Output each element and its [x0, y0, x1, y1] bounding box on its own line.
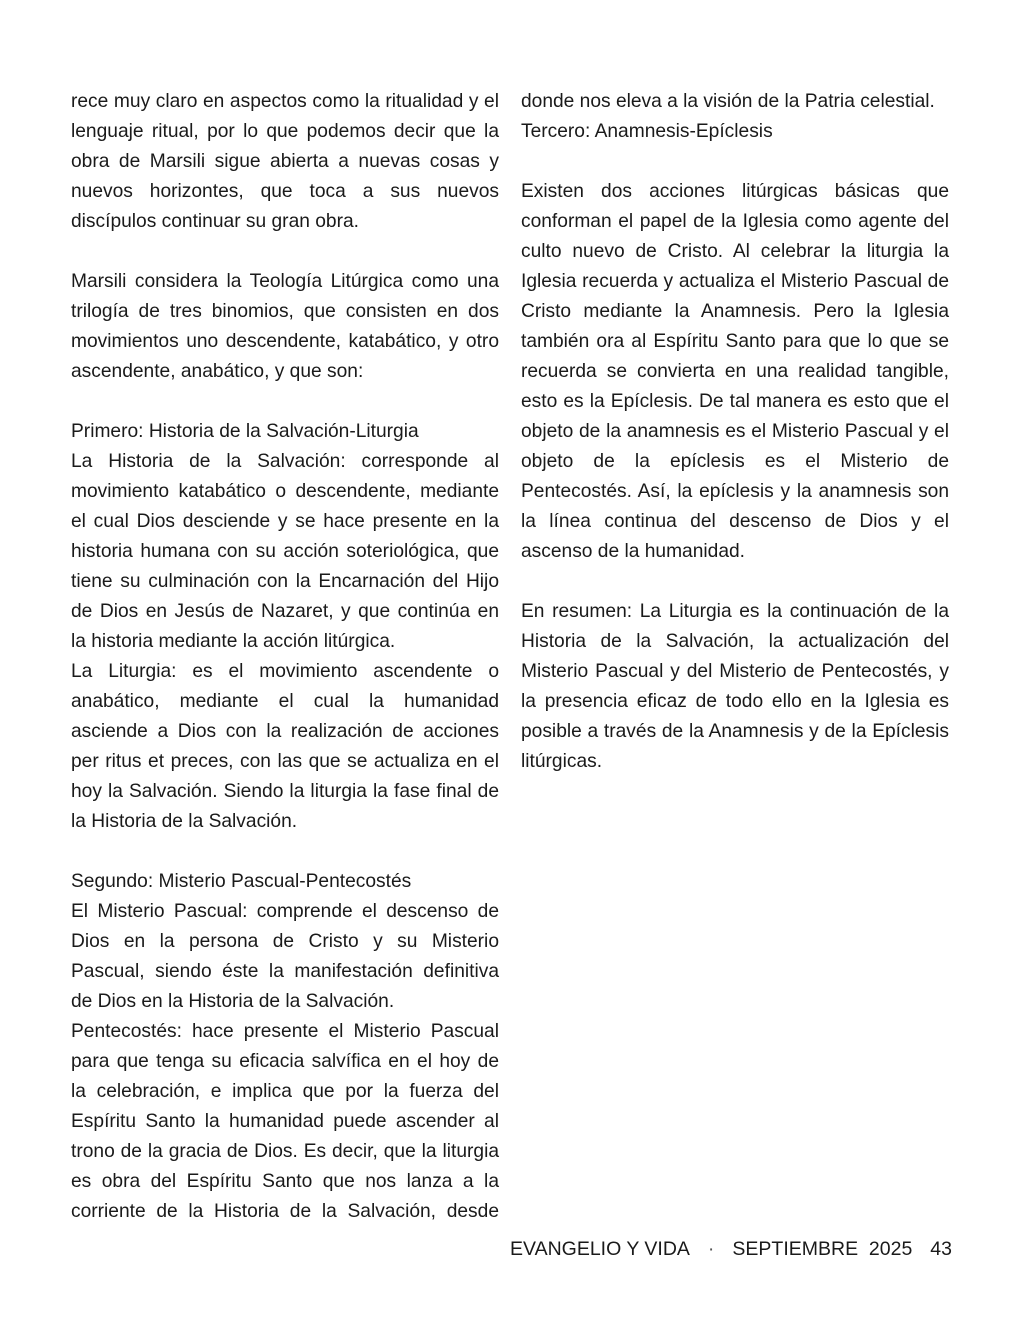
- paragraph-gap: [71, 387, 499, 417]
- paragraph: La Liturgia: es el movimiento ascendente o anabático, mediante el cual la humanidad asciende a Dios con la realización de acciones per ritus et preces, con las que se actualiza en el hoy la Salvación. Siendo la liturgia la fase final de la Historia de la Salvación.: [71, 661, 499, 832]
- paragraph-gap: [71, 237, 499, 267]
- paragraph-gap: [71, 837, 499, 867]
- paragraph: El Misterio Pascual: comprende el descenso de Dios en la persona de Cristo y su Misterio Pascual, siendo éste la manifestación definitiva de Dios en la Historia de la Salvación.: [71, 901, 499, 1012]
- paragraph: La Historia de la Salvación: corresponde al movimiento katabático o descendente, mediante el cual Dios desciende y se hace presente en la historia humana con su acción soteriológica, que tiene su culminación con la Encarnación del Hijo de Dios en Jesús de Nazaret, y que continúa en la historia mediante la acción litúrgica.: [71, 451, 499, 652]
- paragraph: Existen dos acciones litúrgicas básicas que conforman el papel de la Iglesia como agente del culto nuevo de Cristo. Al celebrar la liturgia la Iglesia recuerda y actualiza el Misterio Pascual de Cristo mediante la Anamnesis. Pero la Iglesia también ora al Espíritu Santo para que lo que se recuerda se convierta en una realidad tangible, esto es la Epíclesis. De tal manera es esto que el objeto de la anamnesis es el Misterio Pascual y el objeto de la epíclesis es el Misterio de Pentecostés. Así, la epíclesis y la anamnesis son la línea continua del descenso de Dios y el ascenso de la humanidad.: [521, 181, 949, 562]
- paragraph: Marsili considera la Teología Litúrgica como una trilogía de tres binomios, que consisten en dos movimientos uno descendente, katabático, y otro ascendente, anabático, y que son:: [71, 271, 499, 382]
- issue-date: SEPTIEMBRE 2025: [732, 1238, 913, 1260]
- page-number: 43: [930, 1238, 952, 1260]
- paragraph: Pentecostés: hace presente el Misterio Pascual para que tenga su eficacia salvífica en el hoy de la celebración, e implica que por la fuerza del Espíritu Santo la humanidad puede ascender al trono de la gracia de Dios. Es decir, que la liturgia es obra del Espíritu Santo que nos lanza a la corriente de la Historia de la Salvación, desde: [71, 1021, 499, 1222]
- section-heading: Primero: Historia de la Salvación-Liturgia: [71, 421, 419, 442]
- right-column: [521, 87, 949, 777]
- publication-name: EVANGELIO Y VIDA: [510, 1238, 690, 1260]
- paragraph: donde nos eleva a la visión de la Patria celestial.: [521, 91, 935, 112]
- paragraph: rece muy claro en aspectos como la ritualidad y el lenguaje ritual, por lo que podemos decir que la obra de Marsili sigue abierta a nuevas cosas y nuevos horizontes, que toca a sus nuevos discípulos continuar su gran obra.: [71, 91, 499, 232]
- footer-separator: ·: [707, 1238, 715, 1260]
- paragraph-gap: [521, 567, 949, 597]
- section-heading: Segundo: Misterio Pascual-Pentecostés: [71, 871, 412, 892]
- left-column: [71, 87, 499, 1227]
- page-footer: [510, 1234, 952, 1264]
- paragraph-gap: [521, 147, 949, 177]
- paragraph: En resumen: La Liturgia es la continuación de la Historia de la Salvación, la actualización del Misterio Pascual y del Misterio de Pentecostés, y la presencia eficaz de todo ello en la Iglesia es posible a través de la Anamnesis y de la Epíclesis litúrgicas.: [521, 601, 949, 772]
- section-heading: Tercero: Anamnesis-Epíclesis: [521, 121, 773, 142]
